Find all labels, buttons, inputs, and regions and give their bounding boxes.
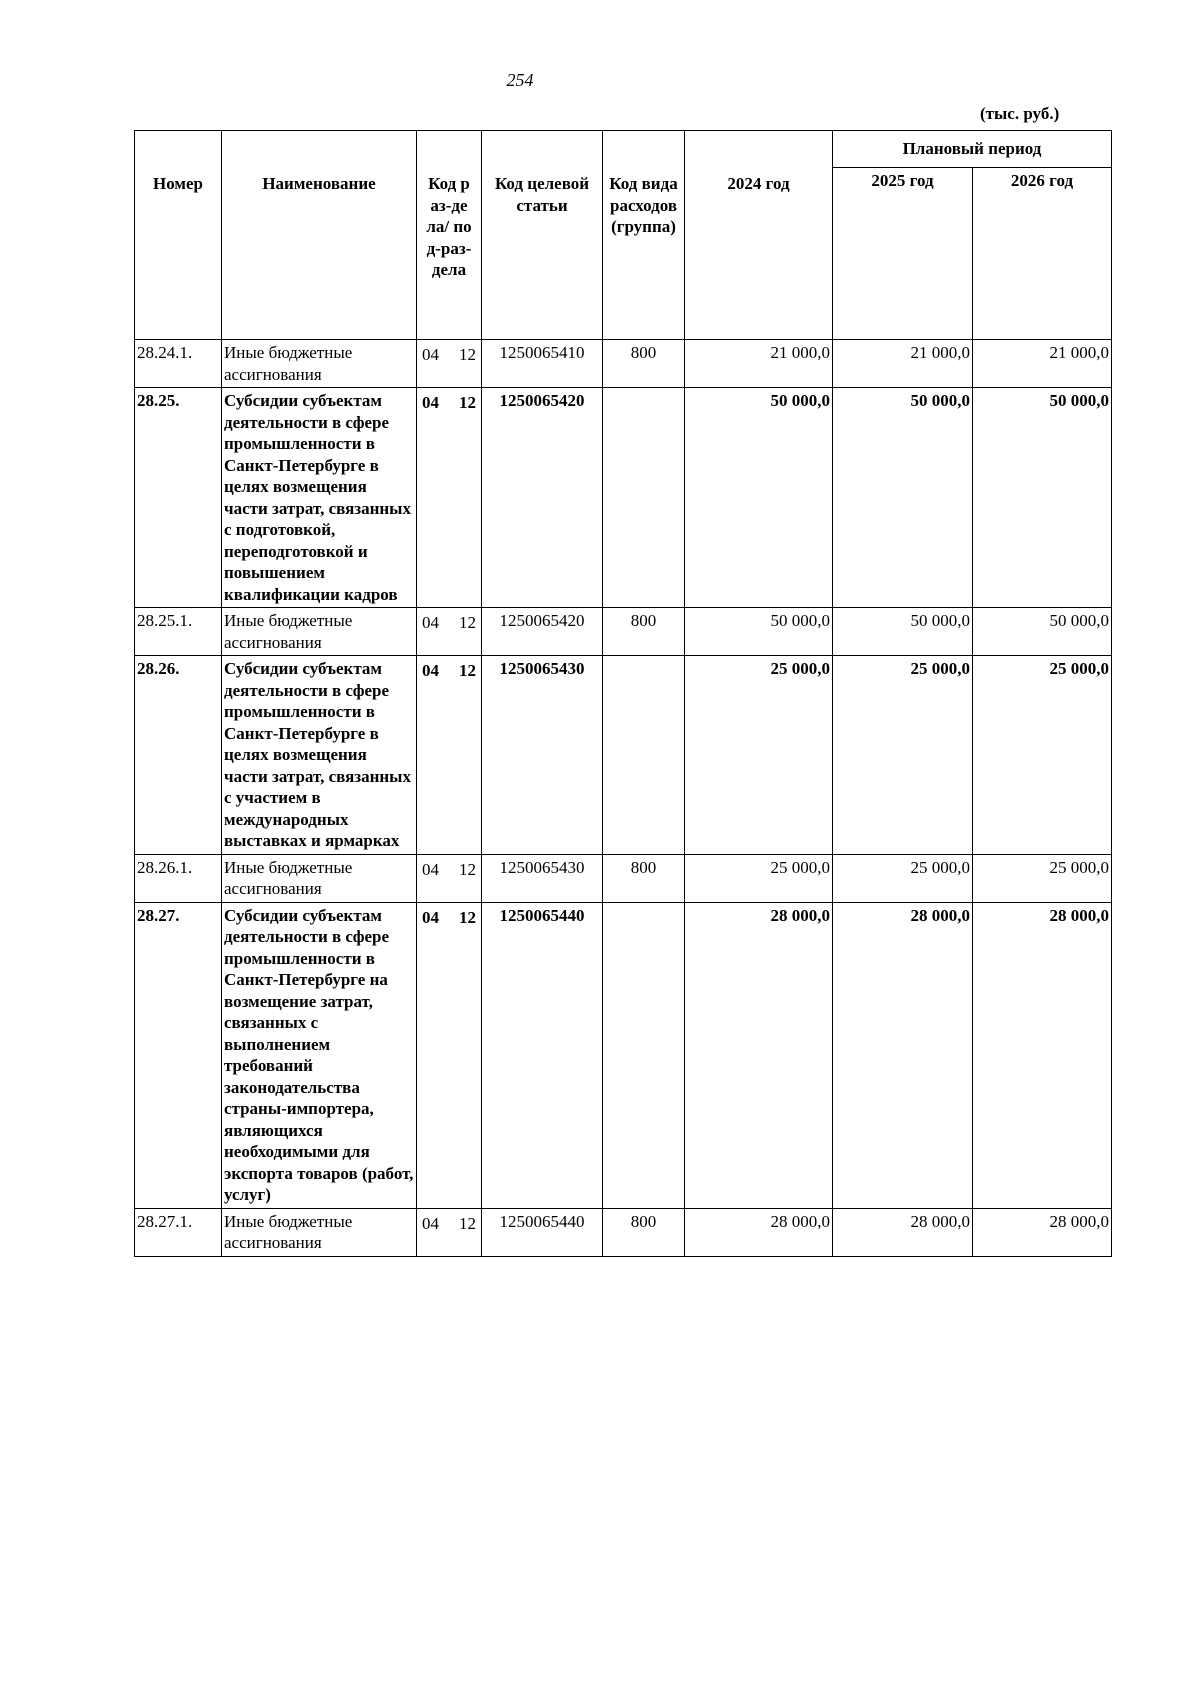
row-expense-type	[603, 656, 685, 855]
row-name: Субсидии субъектам деятельности в сфере промышленности в Санкт-Петербурге в целях возмещения части затрат, связанных с участием в международных выставках и ярмарках	[222, 656, 417, 855]
table-row	[135, 388, 1112, 608]
row-target: 1250065420	[482, 608, 603, 656]
units-label: (тыс. руб.)	[980, 104, 1060, 123]
header-2024: 2024 год	[685, 131, 833, 340]
header-section-label: Код раз-дела/ под-раз-дела	[426, 174, 472, 279]
row-name: Иные бюджетные ассигнования	[222, 608, 417, 656]
header-expense-type: Код вида расходов (группа)	[603, 131, 685, 340]
row-target: 1250065420	[482, 388, 603, 608]
row-amount-2025: 28 000,0	[833, 1208, 973, 1256]
row-name: Иные бюджетные ассигнования	[222, 1208, 417, 1256]
budget-table	[134, 130, 1112, 1257]
header-target: Код целевой статьи	[482, 131, 603, 340]
table-row	[135, 340, 1112, 388]
row-expense-type: 800	[603, 1208, 685, 1256]
header-2025: 2025 год	[833, 168, 973, 340]
row-subsection-code: 12	[459, 393, 476, 412]
header-2026: 2026 год	[973, 168, 1112, 340]
row-amount-2025: 21 000,0	[833, 340, 973, 388]
row-number: 28.27.	[135, 902, 222, 1208]
row-amount-2024: 25 000,0	[685, 656, 833, 855]
row-expense-type: 800	[603, 854, 685, 902]
row-expense-type	[603, 902, 685, 1208]
row-amount-2026: 28 000,0	[973, 1208, 1112, 1256]
row-subsection-code: 12	[459, 1213, 476, 1233]
row-subsection-code: 12	[459, 859, 476, 879]
row-amount-2024: 50 000,0	[685, 388, 833, 608]
row-number: 28.27.1.	[135, 1208, 222, 1256]
row-expense-type	[603, 388, 685, 608]
table-row	[135, 902, 1112, 1208]
row-amount-2026: 25 000,0	[973, 656, 1112, 855]
row-amount-2024: 50 000,0	[685, 608, 833, 656]
row-number: 28.24.1.	[135, 340, 222, 388]
row-target: 1250065440	[482, 902, 603, 1208]
table-row	[135, 656, 1112, 855]
row-amount-2025: 25 000,0	[833, 656, 973, 855]
row-target: 1250065430	[482, 656, 603, 855]
table-row	[135, 854, 1112, 902]
row-section	[417, 608, 482, 656]
header-section	[417, 131, 482, 340]
row-section	[417, 340, 482, 388]
row-amount-2025: 50 000,0	[833, 388, 973, 608]
row-name: Иные бюджетные ассигнования	[222, 340, 417, 388]
row-number: 28.25.	[135, 388, 222, 608]
row-name: Субсидии субъектам деятельности в сфере промышленности в Санкт-Петербурге в целях возмещения части затрат, связанных с подготовкой, переподготовкой и повышением квалификации кадров	[222, 388, 417, 608]
row-subsection-code: 12	[459, 613, 476, 632]
row-number: 28.26.	[135, 656, 222, 855]
row-target: 1250065430	[482, 854, 603, 902]
row-expense-type: 800	[603, 340, 685, 388]
row-number: 28.26.1.	[135, 854, 222, 902]
row-section-code: 04	[422, 613, 439, 632]
row-name: Иные бюджетные ассигнования	[222, 854, 417, 902]
row-section	[417, 854, 482, 902]
row-target: 1250065410	[482, 340, 603, 388]
row-amount-2026: 50 000,0	[973, 388, 1112, 608]
table-row	[135, 1208, 1112, 1256]
row-amount-2026: 28 000,0	[973, 902, 1112, 1208]
row-amount-2024: 28 000,0	[685, 1208, 833, 1256]
row-amount-2025: 25 000,0	[833, 854, 973, 902]
row-section-code: 04	[422, 907, 439, 927]
row-number: 28.25.1.	[135, 608, 222, 656]
row-section	[417, 388, 482, 608]
row-section	[417, 902, 482, 1208]
row-amount-2024: 28 000,0	[685, 902, 833, 1208]
header-planned-period: Плановый период	[833, 131, 1112, 168]
row-expense-type: 800	[603, 608, 685, 656]
row-section	[417, 656, 482, 855]
row-amount-2026: 50 000,0	[973, 608, 1112, 656]
header-name: Наименование	[222, 131, 417, 340]
row-name: Субсидии субъектам деятельности в сфере промышленности в Санкт-Петербурге на возмещение затрат, связанных с выполнением требований законодательства страны-импортера, являющихся необходимыми для экспорта товаров (работ, услуг)	[222, 902, 417, 1208]
row-amount-2024: 21 000,0	[685, 340, 833, 388]
row-section-code: 04	[422, 661, 439, 680]
row-amount-2024: 25 000,0	[685, 854, 833, 902]
row-target: 1250065440	[482, 1208, 603, 1256]
row-subsection-code: 12	[459, 345, 476, 364]
row-amount-2026: 25 000,0	[973, 854, 1112, 902]
row-section	[417, 1208, 482, 1256]
row-amount-2025: 28 000,0	[833, 902, 973, 1208]
table-body	[135, 340, 1112, 1257]
row-section-code: 04	[422, 1213, 439, 1233]
row-section-code: 04	[422, 393, 439, 412]
row-subsection-code: 12	[459, 661, 476, 680]
row-section-code: 04	[422, 859, 439, 879]
table-header	[135, 131, 1112, 340]
page-number: 254	[506, 70, 534, 90]
row-amount-2025: 50 000,0	[833, 608, 973, 656]
header-number: Номер	[135, 131, 222, 340]
table-row	[135, 608, 1112, 656]
row-section-code: 04	[422, 345, 439, 364]
row-amount-2026: 21 000,0	[973, 340, 1112, 388]
row-subsection-code: 12	[459, 907, 476, 927]
